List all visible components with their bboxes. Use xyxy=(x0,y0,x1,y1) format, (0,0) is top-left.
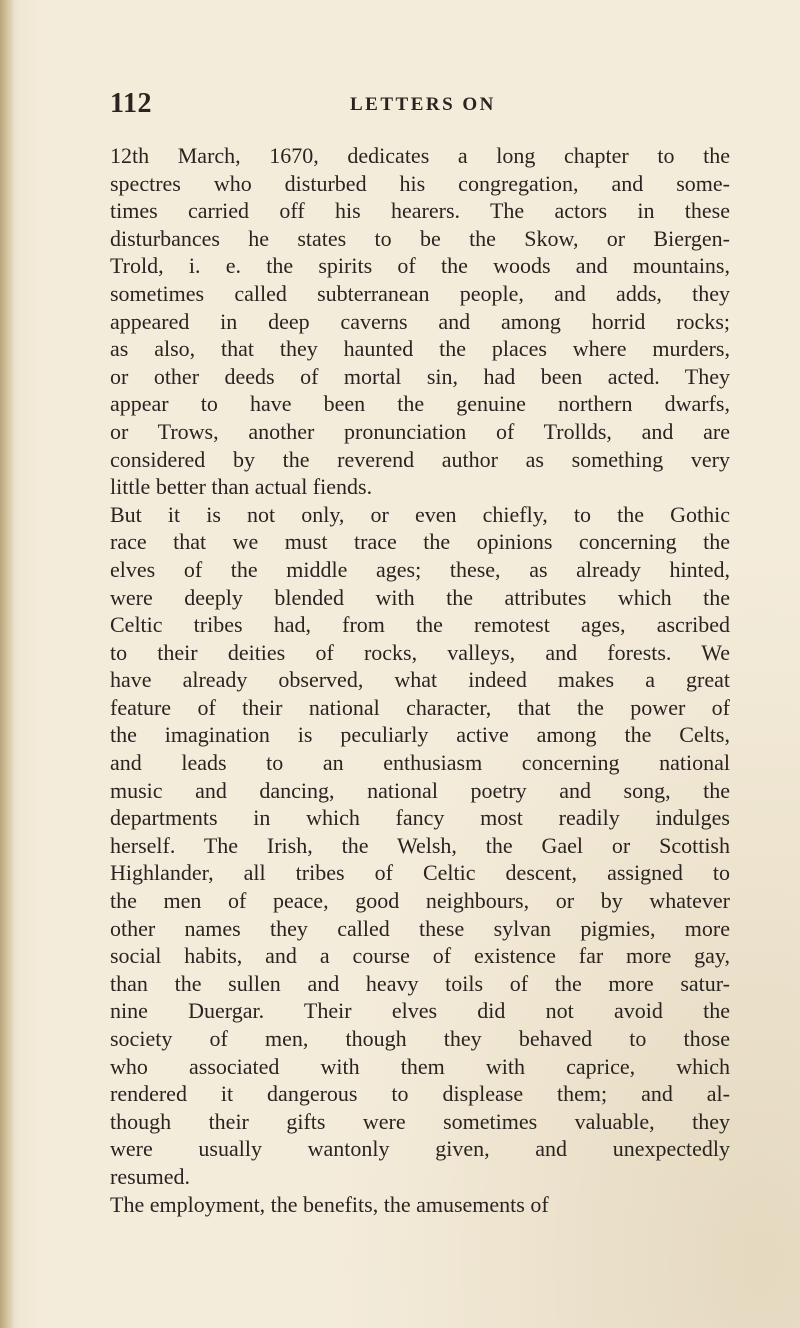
text-line: sometimes called subterranean people, and adds, they xyxy=(110,280,730,306)
text-line: disturbances he states to be the Skow, or Biergen- xyxy=(110,225,730,251)
text-line: Highlander, all tribes of Celtic descent, assigned to xyxy=(110,860,730,886)
text-line: 12th March, 1670, dedicates a long chapter to the xyxy=(110,143,730,168)
text-line: spectres who disturbed his congregation, and some- xyxy=(110,170,730,196)
text-line: or Trows, another pronunciation of Trollds, and are xyxy=(110,418,730,444)
text-line: Celtic tribes had, from the remotest ages, ascribed xyxy=(110,612,730,638)
text-line: as also, that they haunted the places where murders, xyxy=(110,336,730,362)
text-line: herself. The Irish, the Welsh, the Gael or Scottish xyxy=(110,832,730,858)
text-line: resumed. xyxy=(110,1163,191,1189)
text-line: or other deeds of mortal sin, had been acted. They xyxy=(110,363,730,389)
text-line: the men of peace, good neighbours, or by whatever xyxy=(110,888,730,914)
text-line: rendered it dangerous to displease them; and al- xyxy=(110,1081,730,1107)
text-line: feature of their national character, that the power of xyxy=(110,694,730,720)
text-line: music and dancing, national poetry and song, the xyxy=(110,777,730,803)
body-text xyxy=(110,142,730,1218)
text-line: and leads to an enthusiasm concerning national xyxy=(110,750,730,776)
page-number: 112 xyxy=(110,88,152,119)
text-line: elves of the middle ages; these, as already hinted, xyxy=(110,556,730,582)
text-line: little better than actual fiends. xyxy=(110,474,373,500)
text-line: were deeply blended with the attributes which the xyxy=(110,584,730,610)
text-line: appeared in deep caverns and among horrid rocks; xyxy=(110,308,730,334)
text-line: than the sullen and heavy toils of the more satur- xyxy=(110,970,730,996)
text-line: The employment, the benefits, the amusements of xyxy=(110,1191,549,1217)
text-line: race that we must trace the opinions concerning the xyxy=(110,529,730,555)
page-gutter-shadow xyxy=(0,0,14,1328)
text-line: times carried off his hearers. The actors in these xyxy=(110,198,730,224)
text-line: society of men, though they behaved to those xyxy=(110,1026,730,1051)
text-line: other names they called these sylvan pigmies, more xyxy=(110,915,730,941)
text-line: departments in which fancy most readily indulges xyxy=(110,805,730,831)
text-line: appear to have been the genuine northern dwarfs, xyxy=(110,391,730,417)
text-line: social habits, and a course of existence far more gay, xyxy=(110,943,730,969)
text-line: to their deities of rocks, valleys, and forests. We xyxy=(110,639,730,665)
running-head: LETTERS ON xyxy=(350,94,496,115)
text-line: But it is not only, or even chiefly, to the Gothic xyxy=(110,501,730,527)
text-line: though their gifts were sometimes valuable, they xyxy=(110,1108,730,1134)
text-line: nine Duergar. Their elves did not avoid the xyxy=(110,998,730,1024)
text-line: considered by the reverend author as something very xyxy=(110,446,730,472)
text-line: the imagination is peculiarly active among the Celts, xyxy=(110,722,730,748)
text-line: have already observed, what indeed makes a great xyxy=(110,667,730,693)
text-line: Trold, i. e. the spirits of the woods and mountains, xyxy=(110,253,730,279)
page-header xyxy=(110,88,720,128)
text-line: were usually wantonly given, and unexpectedly xyxy=(110,1136,730,1162)
text-line: who associated with them with caprice, which xyxy=(110,1053,730,1079)
